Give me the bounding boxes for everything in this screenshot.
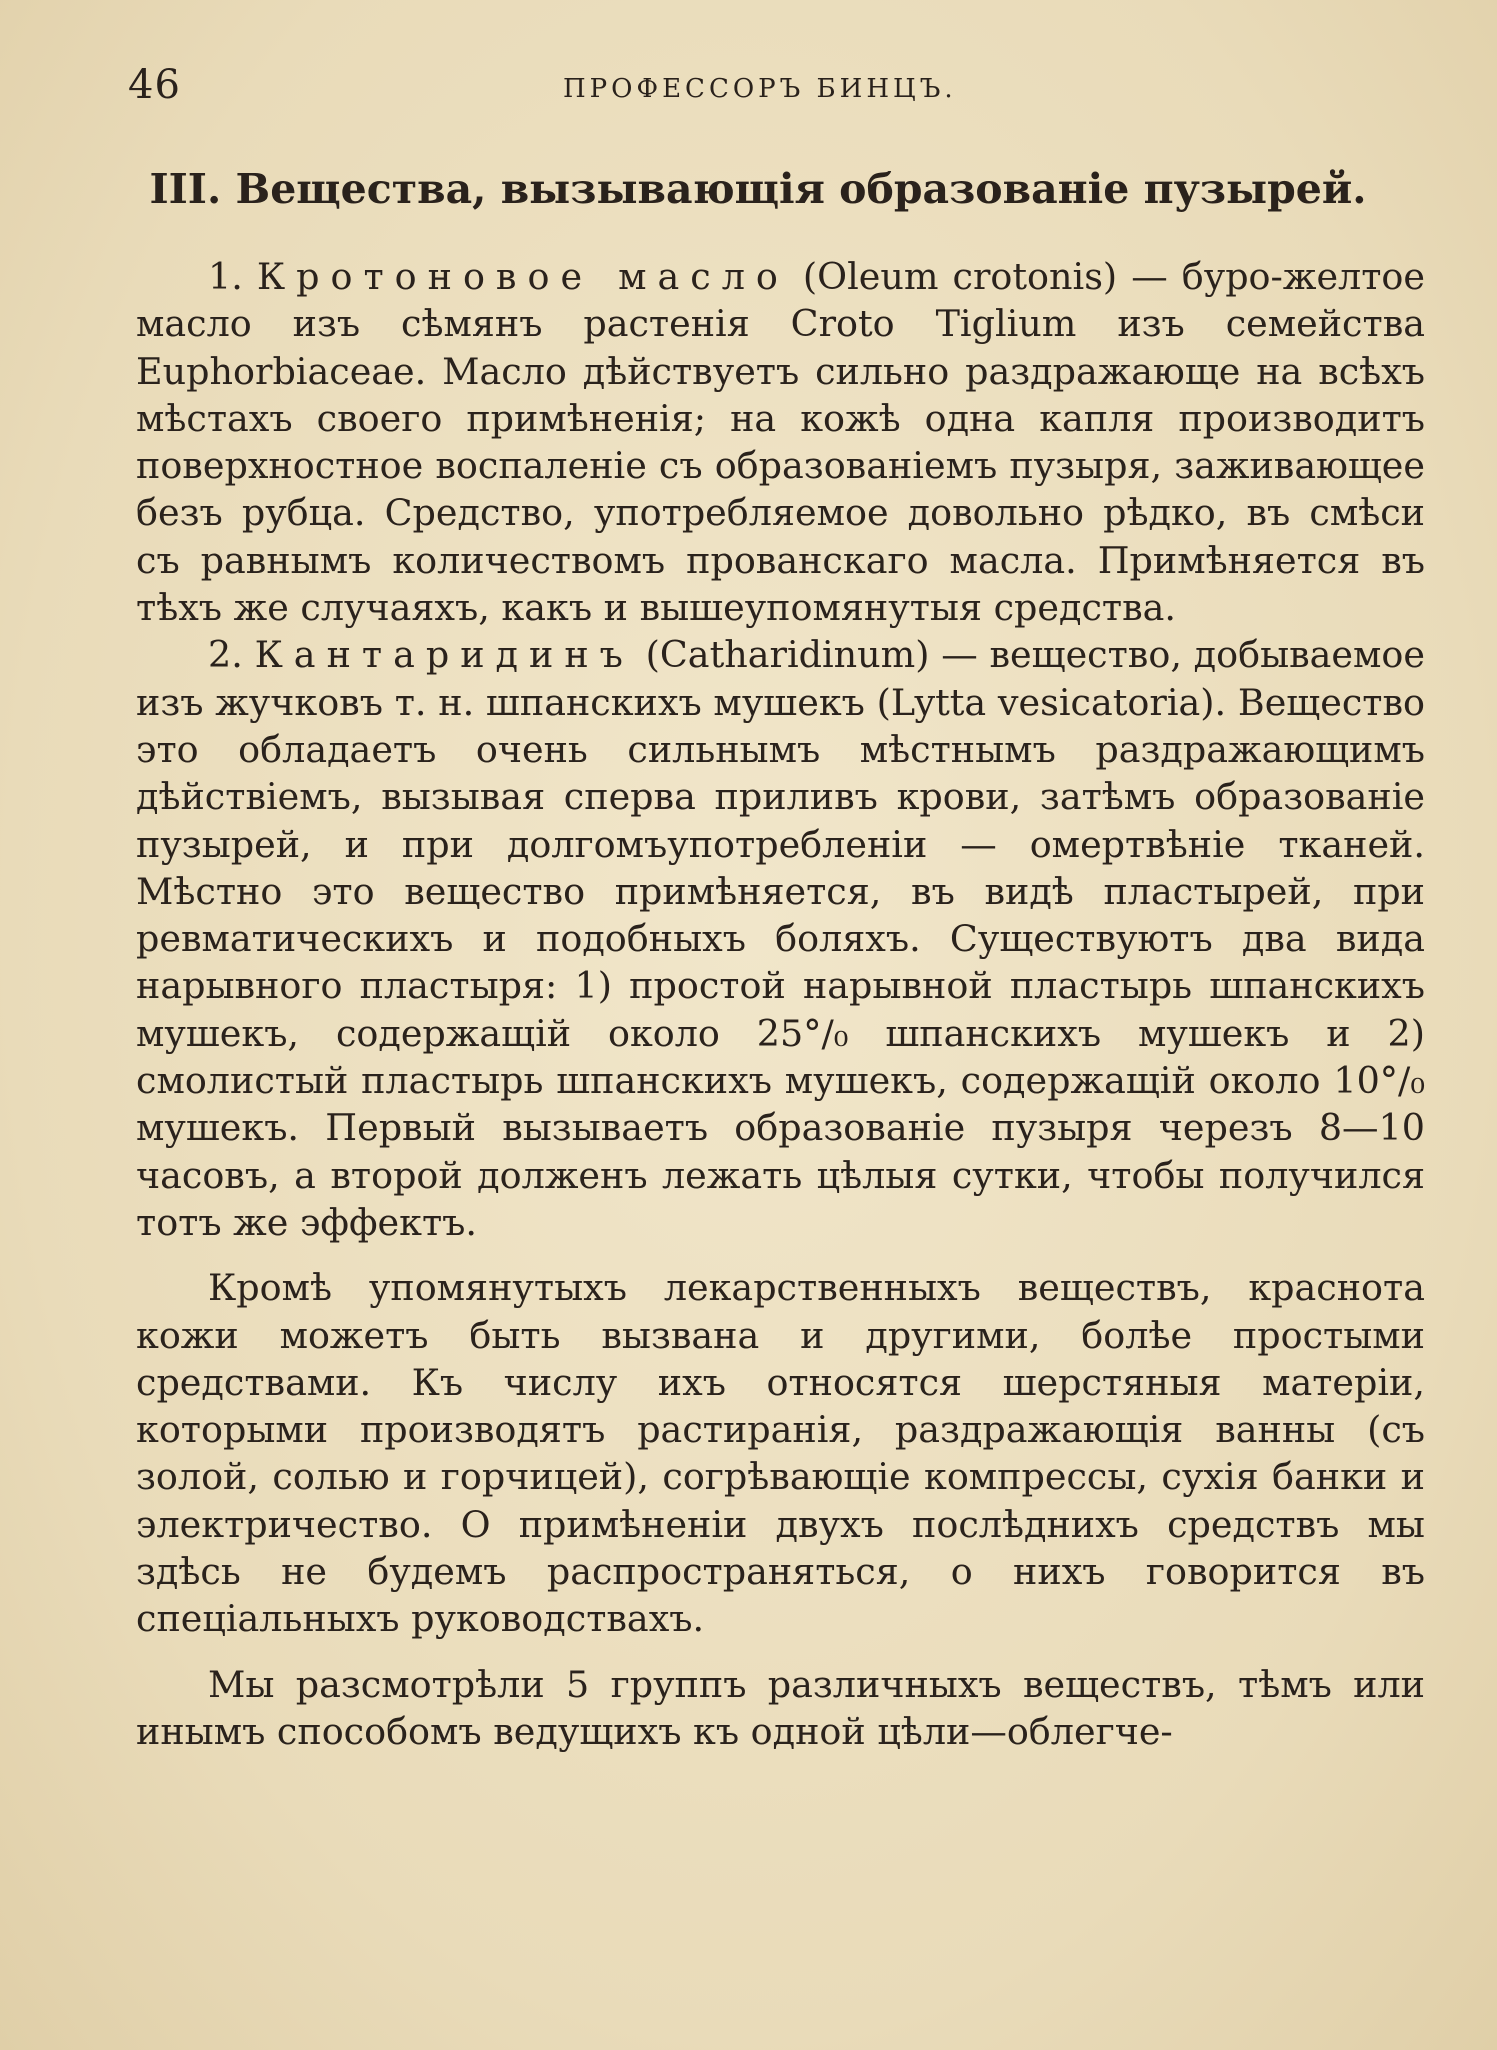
item-number: 1.: [208, 255, 243, 298]
paragraph-cantharidin: [136, 631, 1425, 1246]
paragraph-summary: Мы разсмотрѣли 5 группъ различныхъ веществъ, тѣмъ или инымъ способомъ ведущихъ къ одной цѣли—облегче-: [136, 1662, 1425, 1753]
section-title: III. Вещества, вызывающія образованіе пузырей.: [149, 165, 1367, 213]
page-header: [128, 62, 1428, 122]
item-term: Кротоновое масло: [256, 255, 789, 298]
item-text: (Oleum crotonis) — буро-желтое масло изъ сѣмянъ растенія Croto Tiglium изъ семейства Euphorbiaceae. Масло дѣйствуетъ сильно раздражающе на всѣхъ мѣстахъ своего примѣненія; на кожѣ одна капля производитъ поверхностное воспаленіе съ образованіемъ пузыря, заживающее безъ рубца. Средство, употребляемое довольно рѣдко, въ смѣси съ равнымъ количествомъ прованскаго масла. Примѣняется въ тѣхъ же случаяхъ, какъ и вышеупомянутыя средства.: [136, 255, 1425, 630]
running-head: ПРОФЕССОРЪ БИНЦЪ.: [563, 74, 957, 104]
item-term: Кантаридинъ: [254, 633, 634, 677]
paragraph-other-means: Кромѣ упомянутыхъ лекарственныхъ веществъ, краснота кожи можетъ быть вызвана и другими, болѣе простыми средствами. Къ числу ихъ относятся шерстяныя матеріи, которыми производятъ растиранія, раздражающія ванны (съ золой, солью и горчицей), согрѣвающіе компрессы, сухія банки и электричество. О примѣненіи двухъ послѣднихъ средствъ мы здѣсь не будемъ распространяться, о нихъ говорится въ спеціальныхъ руководствахъ.: [136, 1266, 1425, 1641]
item-text: (Catharidinum) — вещество, добываемое изъ жучковъ т. н. шпанскихъ мушекъ (Lytta vesicatoria). Вещество это обладаетъ очень сильнымъ мѣстнымъ раздражающимъ дѣйствіемъ, вызывая сперва приливъ крови, затѣмъ образованіе пузырей, и при долгомъупотребленіи — омертвѣніе тканей. Мѣстно это вещество примѣняется, въ видѣ пластырей, при ревматическихъ и подобныхъ боляхъ. Существуютъ два вида нарывного пластыря: 1) простой нарывной пластырь шпанскихъ мушекъ, содержащій около 25°/₀ шпанскихъ мушекъ и 2) смолистый пластырь шпанскихъ мушекъ, содержащій около 10°/₀ мушекъ. Первый вызываетъ образованіе пузыря черезъ 8—10 часовъ, а второй долженъ лежать цѣлыя сутки, чтобы получился тотъ же эффектъ.: [136, 633, 1425, 1244]
page-number: 46: [128, 62, 181, 108]
paragraph-croton-oil: [136, 253, 1425, 631]
item-number: 2.: [208, 633, 243, 677]
body-text: [136, 253, 1425, 1755]
